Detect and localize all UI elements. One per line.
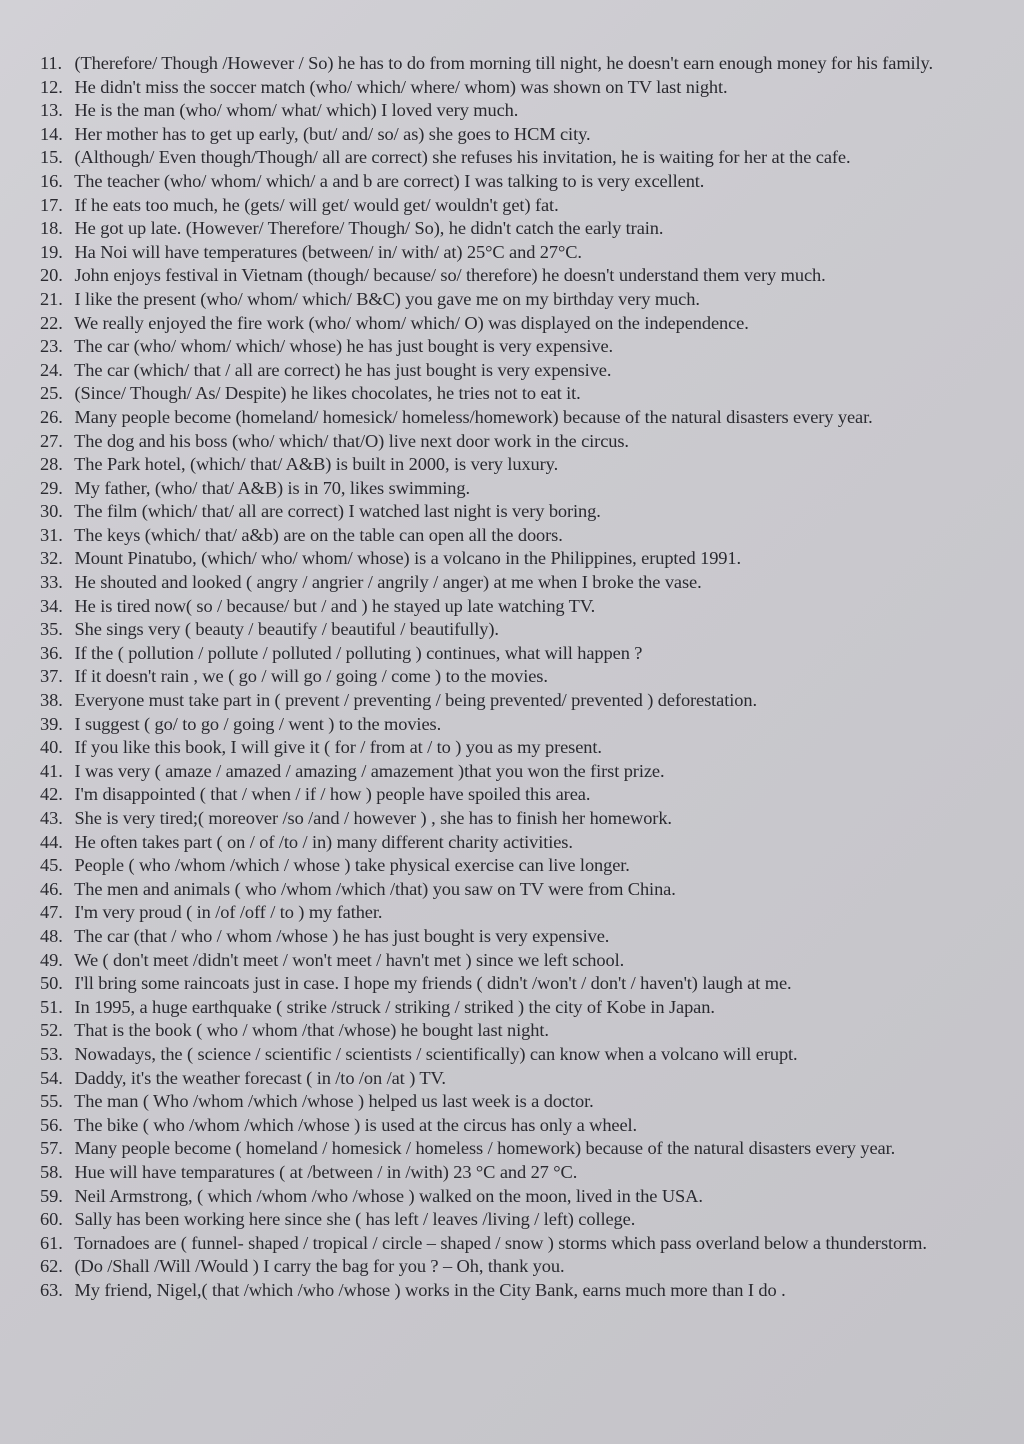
question-list: [40, 52, 996, 1302]
question-item: [40, 194, 996, 218]
question-text: John enjoys festival in Vietnam (though/ because/ so/ therefore) he doesn't understand them very much.: [74, 265, 826, 286]
question-text: Hue will have temparatures ( at /between / in /with) 23 °C and 27 °C.: [74, 1161, 578, 1182]
question-item: [40, 1067, 996, 1091]
question-text: (Since/ Though/ As/ Despite) he likes chocolates, he tries not to eat it.: [74, 383, 581, 404]
question-text: If the ( pollution / pollute / polluted / polluting ) continues, what will happen ?: [74, 642, 643, 663]
question-item: [40, 807, 996, 831]
question-item: [40, 949, 996, 973]
question-number: 52.: [40, 1020, 63, 1041]
question-text: The keys (which/ that/ a&b) are on the table can open all the doors.: [74, 524, 563, 545]
question-item: [40, 123, 996, 147]
question-text: Many people become (homeland/ homesick/ homeless/homework) because of the natural disasters every year.: [74, 406, 873, 427]
question-text: My father, (who/ that/ A&B) is in 70, likes swimming.: [74, 477, 470, 498]
question-item: [40, 1208, 996, 1232]
question-text: We really enjoyed the fire work (who/ whom/ which/ O) was displayed on the independence.: [74, 312, 749, 333]
question-number: 27.: [40, 430, 63, 451]
question-number: 12.: [40, 76, 63, 97]
question-number: 46.: [40, 878, 63, 899]
question-text: He shouted and looked ( angry / angrier / angrily / anger) at me when I broke the vase.: [74, 572, 702, 593]
question-item: [40, 783, 996, 807]
question-item: [40, 1090, 996, 1114]
question-text: I suggest ( go/ to go / going / went ) to the movies.: [74, 713, 442, 734]
question-number: 45.: [40, 855, 63, 876]
question-number: 38.: [40, 690, 63, 711]
question-number: 17.: [40, 194, 63, 215]
question-number: 22.: [40, 312, 63, 333]
question-text: My friend, Nigel,( that /which /who /whose ) works in the City Bank, earns much more than I do .: [74, 1279, 786, 1300]
question-text: Mount Pinatubo, (which/ who/ whom/ whose) is a volcano in the Philippines, erupted 1991.: [74, 548, 741, 569]
question-text: (Do /Shall /Will /Would ) I carry the bag for you ? – Oh, thank you.: [74, 1256, 565, 1277]
question-item: [40, 477, 996, 501]
question-text: The car (who/ whom/ which/ whose) he has just bought is very expensive.: [74, 336, 614, 357]
question-number: 34.: [40, 595, 63, 616]
question-text: The car (that / who / whom /whose ) he has just bought is very expensive.: [74, 925, 610, 946]
question-item: [40, 264, 996, 288]
question-number: 56.: [40, 1114, 63, 1135]
question-number: 47.: [40, 902, 63, 923]
question-text: I like the present (who/ whom/ which/ B&C) you gave me on my birthday very much.: [74, 288, 700, 309]
question-item: [40, 571, 996, 595]
question-number: 53.: [40, 1043, 63, 1064]
question-item: [40, 689, 996, 713]
question-text: I'll bring some raincoats just in case. I hope my friends ( didn't /won't / don't / haven't) laugh at me.: [74, 973, 792, 994]
question-number: 36.: [40, 642, 63, 663]
question-text: She is very tired;( moreover /so /and / however ) , she has to finish her homework.: [74, 808, 672, 828]
question-text: I'm disappointed ( that / when / if / how ) people have spoiled this area.: [74, 784, 591, 805]
question-number: 20.: [40, 265, 63, 286]
question-item: [40, 831, 996, 855]
question-text: He got up late. (However/ Therefore/ Though/ So), he didn't catch the early train.: [74, 218, 664, 239]
question-item: [40, 217, 996, 241]
question-item: [40, 1232, 990, 1256]
question-text: The teacher (who/ whom/ which/ a and b are correct) I was talking to is very excellent.: [74, 170, 705, 191]
question-item: [40, 1279, 996, 1303]
question-number: 39.: [40, 713, 63, 734]
question-text: The men and animals ( who /whom /which /that) you saw on TV were from China.: [74, 878, 676, 899]
question-item: [40, 359, 996, 383]
question-number: 26.: [40, 406, 63, 427]
question-number: 14.: [40, 123, 63, 144]
question-number: 19.: [40, 241, 63, 262]
question-item: [40, 1185, 996, 1209]
question-number: 18.: [40, 218, 63, 239]
question-item: [40, 736, 996, 760]
question-number: 43.: [40, 808, 63, 828]
question-text: Her mother has to get up early, (but/ and/ so/ as) she goes to HCM city.: [74, 123, 591, 144]
question-number: 60.: [40, 1209, 63, 1230]
question-number: 31.: [40, 524, 63, 545]
question-text: If you like this book, I will give it ( for / from at / to ) you as my present.: [74, 737, 602, 758]
question-number: 61.: [40, 1232, 63, 1253]
question-item: [40, 618, 996, 642]
question-number: 21.: [40, 288, 63, 309]
question-text: Ha Noi will have temperatures (between/ in/ with/ at) 25°C and 27°C.: [74, 241, 582, 262]
question-item: [40, 241, 996, 265]
question-number: 11.: [40, 53, 63, 73]
question-number: 62.: [40, 1256, 63, 1277]
question-text: I was very ( amaze / amazed / amazing / amazement )that you won the first prize.: [74, 760, 665, 781]
question-text: Daddy, it's the weather forecast ( in /to /on /at ) TV.: [74, 1067, 446, 1088]
question-item: [40, 99, 996, 123]
question-item: [40, 878, 996, 902]
question-text: Everyone must take part in ( prevent / preventing / being prevented/ prevented ) deforestation.: [74, 690, 757, 711]
question-text: We ( don't meet /didn't meet / won't meet / havn't met ) since we left school.: [74, 949, 625, 970]
question-item: [40, 665, 996, 689]
question-text: (Although/ Even though/Though/ all are correct) she refuses his invitation, he is waiting for her at the cafe.: [74, 147, 851, 168]
question-item: [40, 1043, 996, 1067]
question-number: 57.: [40, 1138, 63, 1159]
question-number: 24.: [40, 359, 63, 380]
question-item: [40, 524, 996, 548]
question-text: If it doesn't rain , we ( go / will go / going / come ) to the movies.: [74, 666, 548, 687]
question-item: [40, 901, 996, 925]
question-number: 54.: [40, 1067, 63, 1088]
question-item: [40, 972, 996, 996]
question-item: [40, 1137, 990, 1161]
question-number: 48.: [40, 925, 63, 946]
question-item: [40, 146, 996, 170]
question-item: [40, 1255, 996, 1279]
question-number: 63.: [40, 1279, 63, 1300]
question-number: 37.: [40, 666, 63, 687]
question-text: He is the man (who/ whom/ what/ which) I loved very much.: [74, 100, 519, 121]
question-number: 32.: [40, 548, 63, 569]
question-item: [40, 595, 996, 619]
question-text: The man ( Who /whom /which /whose ) helped us last week is a doctor.: [74, 1091, 594, 1112]
question-number: 28.: [40, 454, 63, 475]
question-number: 41.: [40, 760, 63, 781]
question-item: [40, 335, 996, 359]
question-text: Many people become ( homeland / homesick / homeless / homework) because of the natural disasters every year.: [74, 1138, 896, 1159]
question-item: [40, 430, 996, 454]
question-item: [40, 500, 996, 524]
question-number: 51.: [40, 996, 63, 1017]
question-text: If he eats too much, he (gets/ will get/ would get/ wouldn't get) fat.: [74, 194, 559, 215]
question-number: 29.: [40, 477, 63, 498]
question-number: 30.: [40, 501, 63, 522]
question-number: 15.: [40, 147, 63, 168]
question-text: The car (which/ that / all are correct) he has just bought is very expensive.: [74, 359, 612, 380]
question-number: 58.: [40, 1161, 63, 1182]
question-text: He often takes part ( on / of /to / in) many different charity activities.: [74, 831, 573, 852]
question-number: 33.: [40, 572, 63, 593]
question-number: 49.: [40, 949, 63, 970]
question-number: 44.: [40, 831, 63, 852]
question-item: [40, 854, 996, 878]
question-item: [40, 312, 996, 336]
question-item: [40, 760, 996, 784]
question-item: [40, 288, 996, 312]
question-text: Neil Armstrong, ( which /whom /who /whose ) walked on the moon, lived in the USA.: [74, 1185, 703, 1206]
question-item: [40, 547, 996, 571]
question-item: [40, 382, 996, 406]
question-number: 50.: [40, 973, 63, 994]
question-text: In 1995, a huge earthquake ( strike /struck / striking / striked ) the city of Kobe in Japan.: [74, 996, 715, 1017]
question-item: [40, 713, 996, 737]
question-text: I'm very proud ( in /of /off / to ) my father.: [74, 902, 383, 923]
question-text: The film (which/ that/ all are correct) I watched last night is very boring.: [74, 501, 601, 522]
question-item: [40, 642, 996, 666]
question-item: [40, 170, 996, 194]
question-text: The bike ( who /whom /which /whose ) is used at the circus has only a wheel.: [74, 1114, 638, 1135]
question-item: [40, 1161, 996, 1185]
question-text: The dog and his boss (who/ which/ that/O) live next door work in the circus.: [74, 430, 629, 451]
question-number: 13.: [40, 100, 63, 121]
question-item: [40, 996, 996, 1020]
question-text: People ( who /whom /which / whose ) take physical exercise can live longer.: [74, 855, 630, 876]
question-text: Nowadays, the ( science / scientific / scientists / scientifically) can know when a volcano will erupt.: [74, 1043, 798, 1064]
question-number: 40.: [40, 737, 63, 758]
question-number: 59.: [40, 1185, 63, 1206]
question-number: 42.: [40, 784, 63, 805]
question-item: [40, 1019, 996, 1043]
question-number: 35.: [40, 619, 63, 640]
question-item: [40, 925, 996, 949]
question-text: Tornadoes are ( funnel- shaped / tropical / circle – shaped / snow ) storms which pass overland below a thunderstorm.: [74, 1232, 927, 1253]
question-number: 23.: [40, 336, 63, 357]
question-text: (Therefore/ Though /However / So) he has to do from morning till night, he doesn't earn enough money for his family.: [74, 53, 933, 73]
question-item: [40, 76, 996, 100]
question-item: [40, 406, 996, 430]
question-number: 55.: [40, 1091, 63, 1112]
question-text: He is tired now( so / because/ but / and ) he stayed up late watching TV.: [74, 595, 596, 616]
question-text: That is the book ( who / whom /that /whose) he bought last night.: [74, 1020, 549, 1041]
question-text: She sings very ( beauty / beautify / beautiful / beautifully).: [74, 619, 499, 640]
question-item: [40, 52, 990, 76]
question-number: 16.: [40, 170, 63, 191]
question-text: He didn't miss the soccer match (who/ which/ where/ whom) was shown on TV last night.: [74, 76, 728, 97]
question-item: [40, 1114, 996, 1138]
question-text: Sally has been working here since she ( has left / leaves /living / left) college.: [74, 1209, 636, 1230]
question-item: [40, 453, 996, 477]
question-number: 25.: [40, 383, 63, 404]
question-text: The Park hotel, (which/ that/ A&B) is built in 2000, is very luxury.: [74, 454, 559, 475]
